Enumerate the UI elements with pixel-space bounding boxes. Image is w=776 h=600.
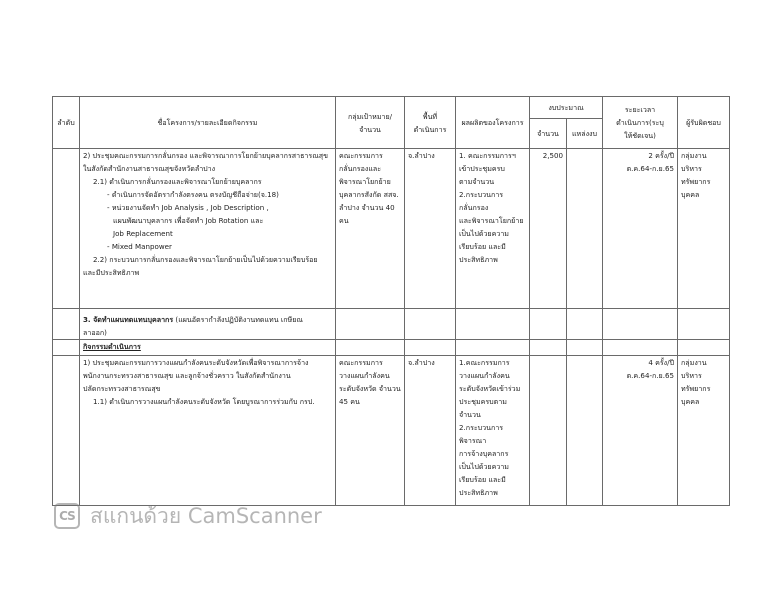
header-project: ชื่อโครงการ/รายละเอียดกิจกรรม	[80, 97, 336, 149]
header-area-line2: ดำเนินการ	[413, 124, 447, 134]
row1-owner-line: บริหาร	[681, 164, 702, 173]
row4-output-line: 2.กระบวนการ	[459, 423, 504, 432]
row4-area: จ.ลำปาง	[405, 356, 456, 506]
row1-project-line: Job Replacement	[113, 229, 173, 238]
row1-project	[80, 149, 336, 309]
row1-output-line: ประสิทธิภาพ	[459, 255, 498, 264]
table-row	[53, 309, 730, 340]
row1-period-line: ต.ค.64-ก.ย.65	[626, 164, 674, 173]
row1-target-line: บุคลากรสังกัด สสจ.	[339, 190, 399, 199]
row4-output-line: จำนวน	[459, 410, 481, 419]
row1-owner-line: ทรัพยากร	[681, 177, 711, 186]
row4-project-line: 1) ประชุมคณะกรรมการวางแผนกำลังคนระดับจังหวัดเพื่อพิจารณาการจ้าง	[83, 358, 309, 367]
row3-cell	[530, 340, 567, 356]
row1-owner-line: บุคคล	[681, 190, 700, 199]
row2-cell	[567, 309, 603, 340]
row1-area: จ.ลำปาง	[405, 149, 456, 309]
row2-title-line	[83, 313, 332, 326]
row4-target-line: ระดับจังหวัด จำนวน	[339, 384, 401, 393]
row3-cell	[678, 340, 730, 356]
header-period-line1: ระยะเวลา	[624, 105, 656, 114]
row4-owner-line: บุคคล	[681, 397, 700, 406]
header-period-line2: ดำเนินการ(ระบุ	[616, 118, 664, 127]
row1-target-line: พิจารณาโยกย้าย	[339, 177, 391, 186]
row4-output-line: 1.คณะกรรมการ	[459, 358, 510, 367]
row2-cell	[678, 309, 730, 340]
row4-project	[80, 356, 336, 506]
row1-owner-line: กลุ่มงาน	[681, 151, 707, 160]
header-owner: ผู้รับผิดชอบ	[678, 97, 730, 149]
row1-output-line: เป็นไปด้วยความ	[459, 229, 509, 238]
row1-project-line: 2.2) กระบวนการกลั่นกรองและพิจารณาโยกย้ายเป็นไปด้วยความเรียบร้อย	[93, 255, 318, 264]
row4-output-line: ระดับจังหวัดเข้าร่วม	[459, 384, 521, 393]
row2-cell	[603, 309, 678, 340]
row3-cell	[603, 340, 678, 356]
row3-cell	[567, 340, 603, 356]
header-period-line3: ให้ชัดเจน)	[624, 131, 656, 140]
row1-project-line: 2) ประชุมคณะกรรมการกลั่นกรอง และพิจารณาการโยกย้ายบุคลากรสาธารณสุข	[83, 151, 328, 160]
row2-project	[80, 309, 336, 340]
header-output: ผลผลิตของโครงการ	[456, 97, 530, 149]
row4-amount	[530, 356, 567, 506]
table-row	[53, 340, 730, 356]
row2-title-line2: ลาออก)	[83, 328, 107, 337]
row4-owner	[678, 356, 730, 506]
row1-output	[456, 149, 530, 309]
header-source: แหล่งงบ	[567, 119, 603, 149]
row4-output-line: วางแผนกำลังคน	[459, 371, 510, 380]
camscanner-watermark	[54, 499, 322, 533]
row1-project-line: และมีประสิทธิภาพ	[83, 268, 140, 277]
row4-output-line: เรียบร้อย และมี	[459, 475, 506, 484]
row1-target-line: คน	[339, 216, 349, 225]
row1-no	[53, 149, 80, 309]
row2-cell	[405, 309, 456, 340]
table-row	[53, 149, 730, 309]
row3-project	[80, 340, 336, 356]
row4-project-line: ปลัดกระทรวงสาธารณสุข	[83, 384, 161, 393]
row1-project-line: - ดำเนินการจัดอัตรากำลังตรงคน ตรงบัญชีถือจ่าย(จ.18)	[107, 190, 279, 199]
row1-period-line: 2 ครั้ง/ปี	[648, 151, 674, 160]
row2-cell	[456, 309, 530, 340]
row1-output-line: เรียบร้อย และมี	[459, 242, 506, 251]
row3-cell	[336, 340, 405, 356]
row4-project-line: พนักงานกระทรวงสาธารณสุข และลูกจ้างชั่วคราว ในสังกัดสำนักงาน	[83, 371, 291, 380]
camscanner-watermark-text: สแกนด้วย CamScanner	[90, 503, 322, 528]
header-target-line2: จำนวน	[359, 124, 381, 134]
row4-owner-line: ทรัพยากร	[681, 384, 711, 393]
row4-target-line: คณะกรรมการ	[339, 358, 383, 367]
row1-target-line: คณะกรรมการ	[339, 151, 383, 160]
row4-period-line: ต.ค.64-ก.ย.65	[626, 371, 674, 380]
row4-target-line: 45 คน	[339, 397, 360, 406]
row1-project-line: 2.1) ดำเนินการกลั่นกรองและพิจารณาโยกย้ายบุคลากร	[93, 177, 262, 186]
row4-period	[603, 356, 678, 506]
row1-output-line: เข้าประชุมครบ	[459, 164, 505, 173]
row1-project-line: แผนพัฒนาบุคลากร เพื่อจัดทำ Job Rotation และ	[113, 216, 264, 225]
row1-target-line: กลั่นกรองและ	[339, 164, 382, 173]
row4-target	[336, 356, 405, 506]
header-amount: จำนวน	[530, 119, 567, 149]
row1-project-line: - Mixed Manpower	[107, 242, 172, 251]
row4-owner-line: บริหาร	[681, 371, 702, 380]
camscanner-logo-icon: CS	[54, 503, 80, 529]
row2-title-rest: (แผนอัตรากำลังปฏิบัติงานทดแทน เกษียณ	[173, 315, 303, 324]
row2-cell	[336, 309, 405, 340]
row1-output-line: 1. คณะกรรมการฯ	[459, 151, 516, 160]
row4-output-line: การจ้างบุคลากร	[459, 449, 509, 458]
row1-output-line: ตามจำนวน	[459, 177, 495, 186]
row1-amount: 2,500	[530, 149, 567, 309]
row1-project-line: ในสังกัดสำนักงานสาธารณสุขจังหวัดลำปาง	[83, 164, 216, 173]
row3-cell	[456, 340, 530, 356]
header-budget: งบประมาณ	[530, 97, 603, 119]
header-target	[336, 97, 405, 149]
row4-output	[456, 356, 530, 506]
row1-source	[567, 149, 603, 309]
row1-output-line: 2.กระบวนการ	[459, 190, 504, 199]
row4-output-line: พิจารณา	[459, 436, 487, 445]
row1-target	[336, 149, 405, 309]
row1-project-line: - หน่วยงานจัดทำ Job Analysis , Job Description ,	[107, 203, 269, 212]
row4-project-line: 1.1) ดำเนินการวางแผนกำลังคนระดับจังหวัด โดยบูรณาการร่วมกับ กรป.	[93, 397, 315, 406]
row4-target-line: วางแผนกำลังคน	[339, 371, 390, 380]
header-area	[405, 97, 456, 149]
header-area-line1: พื้นที่	[422, 111, 438, 121]
header-target-line1: กลุ่มเป้าหมาย/	[347, 111, 393, 121]
header-period	[603, 97, 678, 149]
activities-label: กิจกรรมดำเนินการ	[83, 342, 141, 351]
row1-period	[603, 149, 678, 309]
row1-output-line: และพิจารณาโยกย้าย	[459, 216, 524, 225]
project-plan-table	[52, 96, 730, 506]
row1-target-line: ลำปาง จำนวน 40	[339, 203, 395, 212]
row3-no	[53, 340, 80, 356]
row4-output-line: เป็นไปด้วยความ	[459, 462, 509, 471]
header-no: ลำดับ	[53, 97, 80, 149]
row2-title-bold: 3. จัดทำแผนทดแทนบุคลากร	[83, 315, 174, 324]
row4-output-line: ประชุมครบตาม	[459, 397, 507, 406]
row4-no	[53, 356, 80, 506]
row1-owner	[678, 149, 730, 309]
table-row	[53, 356, 730, 506]
row4-owner-line: กลุ่มงาน	[681, 358, 707, 367]
row4-period-line: 4 ครั้ง/ปี	[648, 358, 674, 367]
row2-no	[53, 309, 80, 340]
row1-output-line: กลั่นกรอง	[459, 203, 489, 212]
row4-source	[567, 356, 603, 506]
row3-cell	[405, 340, 456, 356]
row4-output-line: ประสิทธิภาพ	[459, 488, 498, 497]
row2-cell	[530, 309, 567, 340]
